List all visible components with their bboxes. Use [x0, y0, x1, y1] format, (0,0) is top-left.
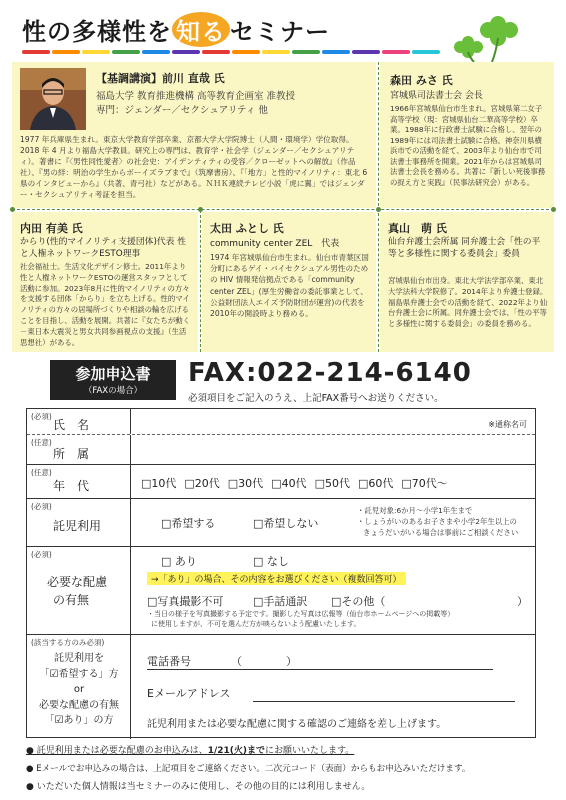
photo-refusal-checkbox[interactable]: □写真撮影不可 [147, 595, 224, 608]
phone-label: 電話番号 [147, 655, 191, 668]
age-option[interactable]: □50代 [314, 477, 350, 490]
form-label-cell [27, 409, 131, 434]
title-part-2: セミナー [230, 18, 330, 46]
footer-notes [26, 742, 471, 796]
conditional-tag: (該当する方のみ必須) [31, 638, 105, 647]
name-input[interactable] [131, 409, 475, 434]
note-privacy: ● いただいた個人情報は当セミナーのみに使用し、その他の目的には利用しません。 [26, 782, 371, 792]
photo-note: ・当日の様子を写真撮影する予定です。撮影した写真は広報等（仙台市ホームページへの掲載等） [147, 610, 455, 618]
speaker-name: 太田 ふとし 氏 [210, 222, 284, 235]
speaker-affiliation: からり(性的マイノリティ支援団体)代表 性と人権ネットワークESTO理事 [20, 237, 187, 259]
note-deadline [26, 742, 471, 760]
sign-language-checkbox[interactable]: □手話通訳 [253, 595, 308, 608]
contact-label-line: 必要な配慮の有無 [39, 699, 119, 711]
email-label: Eメールアドレス [147, 687, 231, 700]
rainbow-segment [22, 50, 50, 54]
rainbow-segment [322, 50, 350, 54]
divider-dot [376, 207, 381, 212]
speaker-uchida-panel [12, 212, 198, 352]
age-option[interactable]: □30代 [227, 477, 264, 490]
speaker-mayama-panel [380, 212, 554, 352]
form-label-cell [27, 547, 131, 634]
photo-note: に使用しますが、不可を選んだ方が映らないよう配慮いたします。 [151, 620, 361, 628]
title-part-1: 性の多様性を [22, 18, 172, 46]
speaker-bio: 社会福祉士。生活文化デザイン修士。2011年より性と人権ネットワークESTOの運営スタッフとして活動に参加。2023年8月に性的マイノリティの方々を支援する団体「からり」を立ち上げる。性的マイノリティの方々の居場所づくりや相談の輪を広げることを目指し、活動を展開。共著に『女たちが動く－東日本大震災と男女共同参画視点の支援』（生活思想社）がある。 [20, 262, 190, 347]
speaker-ota-panel [202, 212, 376, 352]
other-checkbox[interactable]: □その他（ [331, 595, 386, 608]
required-tag: (必須) [31, 550, 52, 559]
form-row-age [27, 465, 535, 499]
title-highlight: 知る [172, 12, 230, 47]
keynote-affiliation-1: 福島大学 教育推進機構 高等教育企画室 准教授 [96, 91, 296, 102]
rainbow-segment [292, 50, 320, 54]
rainbow-segment [232, 50, 260, 54]
speaker-name: 真山 萌 氏 [388, 222, 447, 235]
required-tag: (必須) [31, 502, 52, 511]
rainbow-underline [22, 50, 442, 54]
rainbow-segment [412, 50, 440, 54]
field-label: 所 属 [53, 447, 90, 461]
field-label: 氏 名 [53, 418, 90, 432]
divider-dot [551, 207, 556, 212]
form-label-cell [27, 465, 131, 498]
form-row-affiliation [27, 435, 535, 465]
keynote-affiliation [96, 90, 295, 118]
form-label-cell [27, 499, 131, 546]
other-close-paren: ） [517, 595, 528, 608]
childcare-note: ・しょうがいのあるお子さまや小学2年生以上の [357, 517, 517, 526]
childcare-yes-checkbox[interactable]: □希望する [161, 517, 216, 530]
rainbow-segment [202, 50, 230, 54]
keynote-affiliation-2: 専門：ジェンダー／セクシュアリティ 他 [96, 105, 268, 116]
field-label: の有無 [53, 593, 90, 607]
rainbow-segment [382, 50, 410, 54]
age-options [141, 475, 448, 491]
photo-notes [147, 609, 454, 629]
speaker-bio: 宮城県仙台市出身。東北大学法学部卒業、東北大学法科大学院修了。2014年より弁護士登録。福島県弁護士会での活動を経て、2022年より仙台弁護士会に所属。同弁護士会では、「性の平等と多様性に関する委員会」の委員を務める。 [388, 276, 548, 329]
divider-dot [10, 207, 15, 212]
application-badge-title: 参加申込書 [75, 365, 151, 383]
speaker-affiliation: 仙台弁護士会所属 同弁護士会「性の平等と多様性に関する委員会」委員 [388, 237, 541, 259]
clover-icon [452, 8, 522, 64]
form-label-cell [27, 435, 131, 464]
rainbow-segment [112, 50, 140, 54]
speaker-affiliation: community center ZEL 代表 [210, 239, 340, 249]
contact-label-line: or [73, 684, 85, 695]
affiliation-input[interactable] [131, 435, 535, 464]
age-option[interactable]: □20代 [184, 477, 220, 490]
consideration-yes-checkbox[interactable]: □ あり [161, 555, 197, 568]
fax-number: FAX:022-214-6140 [188, 358, 472, 388]
note-email: ● Eメールでお申込みの場合は、上記項目をご連絡ください。二次元コード（表面）からもお申込みいただけます。 [26, 764, 471, 774]
age-option[interactable]: □70代～ [401, 477, 448, 490]
field-label: 託児利用 [53, 519, 102, 533]
speaker-name: 内田 有美 氏 [20, 222, 83, 235]
contact-note: 託児利用または必要な配慮に関する確認のご連絡を差し上げます。 [147, 719, 447, 730]
contact-label [33, 651, 125, 729]
rainbow-segment [52, 50, 80, 54]
form-row-childcare [27, 499, 535, 547]
deadline-date: 1/21(火)まで [207, 746, 266, 756]
speaker-name: 森田 みさ 氏 [390, 74, 453, 87]
phone-area-code: （ ） [231, 655, 297, 668]
speaker-photo [20, 68, 86, 130]
form-label-cell [27, 635, 131, 739]
keynote-panel [12, 62, 376, 208]
form-row-contact [27, 635, 535, 739]
rainbow-segment [142, 50, 170, 54]
speaker-affiliation: 宮城県司法書士会 会長 [390, 91, 483, 101]
form-row-consideration [27, 547, 535, 635]
childcare-no-checkbox[interactable]: □希望しない [253, 517, 319, 530]
panel-divider [200, 210, 201, 352]
speaker-bio: 1966年宮城県仙台市生まれ。宮城県第二女子高等学校（現：宮城県仙台二華高等学校）卒業。1988年に行政書士試験に合格し、翌年の1989年には司法書士試験に合格。神奈川県横浜市での活動を経て、2003年より仙台市で司法書士事務所を開業。2021年からは宮城県司法書士会長を務める。共著に『新しい死後事務の捉え方と実践』（民事法研究会）がある。 [390, 104, 546, 187]
required-tag: (必須) [31, 412, 52, 421]
speaker-bio: 1974 年宮城県仙台市生まれ。仙台市青葉区国分町にあるゲイ・バイセクシュアル男性のための HIV 情報発信拠点である「community center ZEL」(厚生労働省の委託事業として、公益財団法人エイズ予防財団が運営)の代表を2010年の開設時より務める。 [210, 253, 369, 319]
fax-note: 必須項目をご記入のうえ、上記FAX番号へお送りください。 [188, 393, 444, 404]
field-label: 必要な配慮 [47, 575, 108, 589]
page-title [22, 12, 330, 47]
application-badge-sub: （FAXの場合） [83, 386, 143, 396]
nickname-note: ※通称名可 [488, 420, 527, 429]
optional-tag: (任意) [31, 438, 52, 447]
keynote-heading: 【基調講演】前川 直哉 氏 [96, 72, 225, 85]
age-option[interactable]: □40代 [271, 477, 307, 490]
field-label: 年 代 [53, 479, 90, 493]
age-option[interactable]: □10代 [141, 477, 177, 490]
childcare-notes [357, 505, 518, 538]
consideration-instruction: →「あり」の場合、その内容をお選びください（複数回答可） [147, 572, 406, 585]
rainbow-segment [262, 50, 290, 54]
application-form [26, 408, 536, 738]
form-row-name [27, 409, 535, 435]
contact-label-line: 「☑希望する」方 [39, 668, 119, 680]
rainbow-segment [352, 50, 380, 54]
contact-label-line: 「☑あり」の方 [44, 715, 114, 726]
rainbow-segment [172, 50, 200, 54]
note-text: ● 託児利用または必要な配慮のお申込みは、 [26, 746, 208, 756]
childcare-note: きょうだいがいる場合は事前にご相談ください [363, 528, 519, 537]
optional-tag: (任意) [31, 468, 52, 477]
phone-input[interactable] [147, 669, 493, 670]
speaker-morita-panel [380, 62, 554, 208]
application-badge [50, 360, 176, 400]
email-input[interactable] [253, 701, 515, 702]
childcare-note: ・託児対象:6か月～小学1年生まで [357, 506, 473, 515]
consideration-no-checkbox[interactable]: □ なし [253, 555, 289, 568]
keynote-bio: 1977 年兵庫県生まれ。東京大学教育学部卒業、京都大学大学院博士（人間・環境学）学位取得。2018 年 4 月より福島大学教員。研究上の専門は、教育学・社会学（ジェンダー／セクシュアリティ）。著書に『〈男性同性愛者〉の社会史：アイデンティティの受容／クローゼットへの解放』（作品社）、『男の絆：明治の学生からボーイズラブまで』（筑摩書房）、『「地方」と性的マイノリティ：東北 6 県のインタビューから』（共著、青弓社）などがある。ＮＨＫ連続テレビ小説「虎に翼」ではジェンダー・セクシュアリティ考証を担当。 [20, 135, 368, 199]
rainbow-segment [82, 50, 110, 54]
age-option[interactable]: □60代 [357, 477, 394, 490]
panel-divider [12, 209, 554, 210]
divider-dot [198, 207, 203, 212]
note-text: にお願いいたします。 [265, 746, 355, 756]
contact-label-line: 託児利用を [54, 653, 104, 664]
